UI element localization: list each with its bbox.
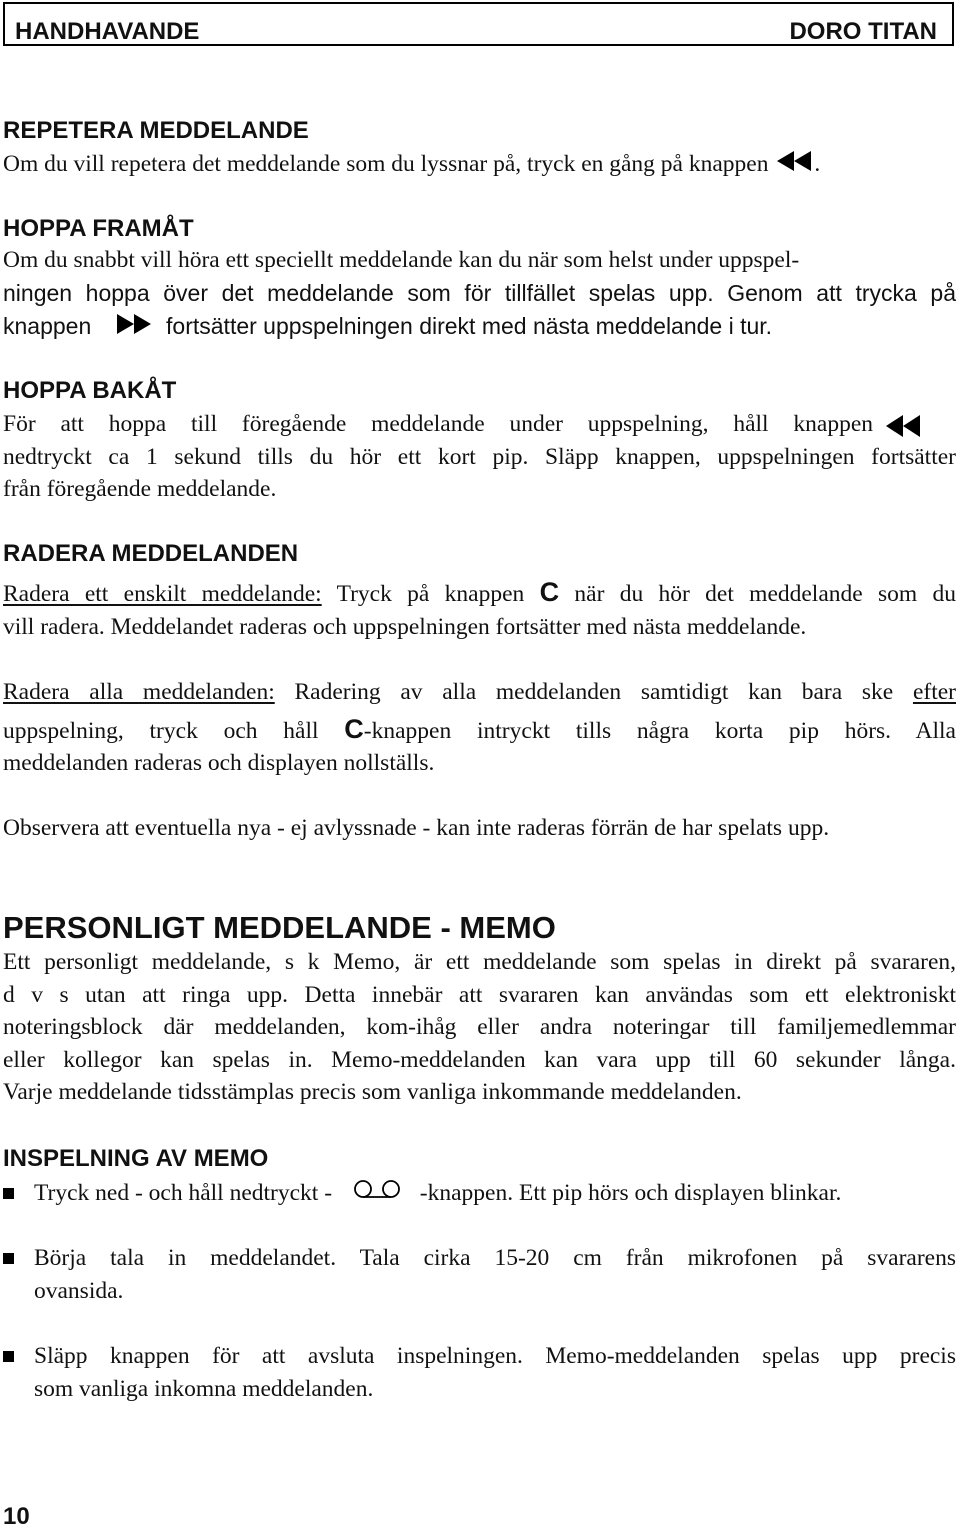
- fast-forward-icon: [114, 311, 154, 344]
- section-title-back: HOPPA BAKÅT: [3, 377, 177, 404]
- section-text-back-line2: nedtryckt ca 1 sekund tills du hör ett kort pip. Släpp knappen, uppspelningen fortsätter: [3, 443, 956, 470]
- section-title-delete: RADERA MEDDELANDEN: [3, 540, 299, 567]
- section-delete: [3, 539, 956, 844]
- delete-all-line1: Radera alla meddelanden: Radering av alla meddelanden samtidigt kan bara ske efter: [3, 679, 956, 705]
- memo-line5: Varje meddelande tidsstämplas precis som vanliga inkommande meddelanden.: [3, 1079, 742, 1105]
- delete-all-line3: meddelanden raderas och displayen nollställs.: [3, 750, 435, 776]
- memo-line1: Ett personligt meddelande, s k Memo, är ett meddelande som spelas in direkt på svararen,: [3, 949, 956, 975]
- delete-all-line2: uppspelning, tryck och håll C-knappen intryckt tills några korta pip hörs. Alla: [3, 713, 956, 744]
- section-text-back-line3: från föregående meddelande.: [3, 476, 277, 502]
- c-key-label: C: [539, 577, 560, 607]
- delete-note: Observera att eventuella nya - ej avlyssnade - kan inte raderas förrän de har spelats upp.: [3, 814, 830, 841]
- section-title-record: INSPELNING AV MEMO: [3, 1145, 269, 1172]
- section-text-repeat: Om du vill repetera det meddelande som du lyssnar på, tryck en gång på knappen .: [3, 148, 956, 182]
- memo-line4: eller kollegor kan spelas in. Memo-meddelanden kan vara upp till 60 sekunder långa.: [3, 1046, 956, 1073]
- delete-one-line1: Radera ett enskilt meddelande: Tryck på knappen C när du hör det meddelande som du: [3, 577, 956, 607]
- record-step-1: Tryck ned - och håll nedtryckt - -knappen. Ett pip hörs och displayen blinkar.: [3, 1177, 956, 1211]
- section-text-forward-line2: ningen hoppa över det meddelande som för tillfället spelas upp. Genom att trycka på: [3, 279, 956, 306]
- section-title-memo: PERSONLIGT MEDDELANDE - MEMO: [3, 910, 556, 945]
- section-forward: [3, 214, 956, 344]
- rewind-icon: [774, 149, 814, 182]
- section-record: [3, 1144, 956, 1174]
- cassette-icon: [348, 1178, 406, 1211]
- bullet-icon: [3, 1351, 14, 1362]
- delete-one-line2: vill radera. Meddelandet raderas och uppspelningen fortsätter med nästa meddelande.: [3, 613, 807, 640]
- header-left-title: HANDHAVANDE: [15, 18, 200, 45]
- bullet-icon: [3, 1253, 14, 1264]
- page-header: [3, 2, 954, 46]
- section-memo: [3, 910, 956, 1109]
- section-back: [3, 376, 956, 506]
- record-step-3: Släpp knappen för att avsluta inspelningen. Memo-meddelanden spelas upp precis som vanliga inkomna meddelanden.: [3, 1340, 956, 1405]
- memo-line2: d v s utan att ringa upp. Detta innebär att svararen kan användas som ett elektroniskt: [3, 981, 956, 1008]
- section-text-forward-line1: Om du snabbt vill höra ett speciellt meddelande kan du när som helst under uppspel-: [3, 247, 800, 273]
- section-text-forward-line3: knappen fortsätter uppspelningen direkt med nästa meddelande i tur.: [3, 310, 956, 344]
- rewind-icon: [883, 414, 923, 443]
- c-key-label: C: [344, 713, 364, 744]
- header-right-title: DORO TITAN: [789, 18, 937, 45]
- section-title-forward: HOPPA FRAMÅT: [3, 215, 194, 242]
- memo-line3: noteringsblock där meddelanden, kom-ihåg eller andra noteringar till familjemedlemmar: [3, 1014, 956, 1040]
- page-number: 10: [3, 1503, 30, 1530]
- section-title-repeat: REPETERA MEDDELANDE: [3, 117, 309, 144]
- section-repeat: [3, 116, 956, 182]
- section-text-back-line1: För att hoppa till föregående meddelande under uppspelning, håll knappen: [3, 411, 873, 437]
- bullet-icon: [3, 1188, 14, 1199]
- record-step-2: Börja tala in meddelandet. Tala cirka 15-20 cm från mikrofonen på svararens ovansida.: [3, 1242, 956, 1307]
